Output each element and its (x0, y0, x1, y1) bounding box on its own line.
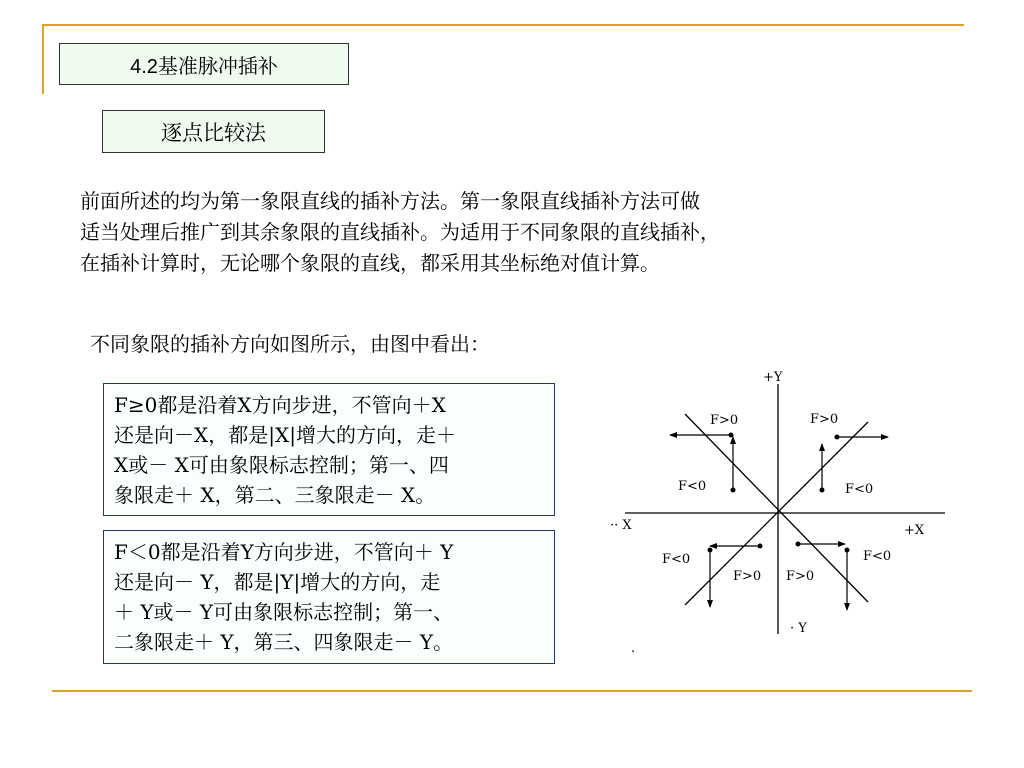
quadrant-interpolation-diagram (600, 362, 960, 662)
axis-label-pos-y: +Y (763, 370, 783, 385)
slide-subtitle: 逐点比较法 (102, 110, 325, 153)
label-q4-f-gt-0: F>0 (786, 569, 815, 584)
stray-dot: . (631, 641, 636, 656)
label-q3-f-gt-0: F>0 (733, 569, 762, 584)
paragraph-line: 前面所述的均为第一象限直线的插补方法。第一象限直线插补方法可做 (80, 189, 700, 213)
point-q1-x (835, 435, 840, 440)
figure-intro: 不同象限的插补方向如图所示，由图中看出： (90, 332, 490, 356)
paragraph-line: 在插补计算时，无论哪个象限的直线，都采用其坐标绝对值计算。 (80, 251, 660, 275)
point-q4-x (796, 542, 801, 547)
label-q1-f-lt-0: F<0 (845, 482, 874, 497)
slide-title: 4.2基准脉冲插补 (59, 43, 349, 85)
label-q2-f-gt-0: F>0 (710, 413, 739, 428)
point-q2-y (731, 488, 736, 493)
description-paragraph (80, 186, 920, 279)
point-q4-y (845, 548, 850, 553)
rule-line: F≥0都是沿着X方向步进，不管向＋X (114, 393, 446, 417)
axis-label-pos-x: +X (904, 523, 925, 538)
point-q3-x (758, 544, 763, 549)
rule-line: F＜0都是沿着Y方向步进，不管向＋ Y (114, 540, 454, 564)
left-rule (42, 24, 44, 94)
rule-line: 还是向－X，都是|X|增大的方向，走＋ (114, 423, 456, 447)
rule-line: 象限走＋ X，第二、三象限走－ X。 (114, 483, 436, 507)
diagonal-line-2-4 (685, 414, 868, 602)
label-q2-f-lt-0: F<0 (678, 479, 707, 494)
label-q4-f-lt-0: F<0 (863, 549, 892, 564)
axis-label-neg-x: ·· X (610, 518, 632, 533)
top-rule (42, 24, 964, 26)
rule-line: ＋ Y或－ Y可由象限标志控制；第一、 (114, 600, 454, 624)
label-q3-f-lt-0: F<0 (662, 552, 691, 567)
axis-label-neg-y: · Y (790, 621, 807, 636)
rule-box-f-lt-0 (103, 530, 555, 664)
paragraph-line: 适当处理后推广到其余象限的直线插补。为适用于不同象限的直线插补， (80, 220, 720, 244)
rule-box-f-ge-0 (103, 383, 555, 516)
rule-line: X或－ X可由象限标志控制；第一、四 (114, 453, 449, 477)
rule-line: 二象限走＋ Y，第三、四象限走－ Y。 (114, 630, 454, 654)
point-q2-x (729, 433, 734, 438)
rule-line: 还是向－ Y，都是|Y|增大的方向，走 (114, 570, 441, 594)
point-q3-y (708, 548, 713, 553)
bottom-rule (52, 690, 972, 692)
point-q1-y (820, 488, 825, 493)
label-q1-f-gt-0: F>0 (810, 412, 839, 427)
